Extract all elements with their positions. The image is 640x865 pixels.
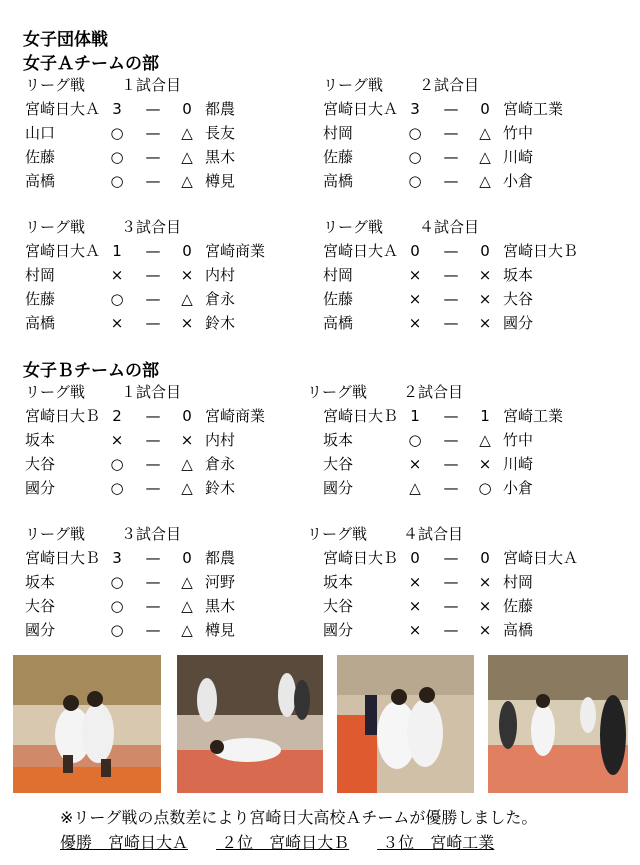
player-name: 高橋 bbox=[25, 172, 56, 190]
result-dash: — bbox=[145, 431, 161, 449]
player-name: 坂本 bbox=[323, 431, 354, 449]
final-results bbox=[60, 830, 494, 853]
match-photo-4 bbox=[488, 655, 628, 793]
opponent-team: 宮崎日大Ｂ bbox=[503, 242, 579, 260]
result-left: ○ bbox=[110, 172, 124, 190]
score-right: 0 bbox=[182, 100, 192, 118]
result-dash: — bbox=[145, 455, 161, 473]
score-right: 0 bbox=[182, 407, 192, 425]
result-dash: — bbox=[443, 314, 459, 332]
opponent-player: 河野 bbox=[205, 573, 236, 591]
team-name: 宮崎日大Ｂ bbox=[25, 407, 101, 425]
opponent-player: 川崎 bbox=[503, 148, 534, 166]
result-dash: — bbox=[145, 172, 161, 190]
result-left: × bbox=[110, 431, 124, 449]
result-left: ○ bbox=[408, 148, 422, 166]
result-left: ○ bbox=[110, 621, 124, 639]
result-right: × bbox=[478, 621, 492, 639]
result-left: ○ bbox=[408, 431, 422, 449]
match-number: ３試合目 bbox=[121, 218, 182, 236]
result-left: △ bbox=[409, 479, 421, 497]
result-second: ２位 宮崎日大Ｂ bbox=[221, 833, 350, 852]
team-a-title: 女子Ａチームの部 bbox=[23, 54, 159, 74]
opponent-player: 黒木 bbox=[205, 597, 236, 615]
result-dash: — bbox=[443, 573, 459, 591]
result-dash: — bbox=[145, 597, 161, 615]
result-left: ○ bbox=[110, 455, 124, 473]
league-label: リーグ戦 bbox=[25, 525, 86, 543]
match-number: ４試合目 bbox=[403, 525, 464, 543]
opponent-team: 都農 bbox=[205, 549, 236, 567]
opponent-team: 都農 bbox=[205, 100, 236, 118]
result-dash: — bbox=[145, 621, 161, 639]
player-name: 佐藤 bbox=[323, 290, 354, 308]
match-number: １試合目 bbox=[121, 383, 182, 401]
result-right: ○ bbox=[478, 479, 492, 497]
score-right: 0 bbox=[480, 549, 490, 567]
league-label: リーグ戦 bbox=[307, 525, 368, 543]
result-right: × bbox=[478, 266, 492, 284]
opponent-player: 小倉 bbox=[503, 172, 534, 190]
player-name: 大谷 bbox=[25, 597, 56, 615]
score-right: 0 bbox=[182, 242, 192, 260]
result-left: ○ bbox=[408, 124, 422, 142]
result-right: △ bbox=[479, 431, 491, 449]
team-name: 宮崎日大Ａ bbox=[25, 242, 101, 260]
match-number: ２試合目 bbox=[403, 383, 464, 401]
score-right: 1 bbox=[480, 407, 490, 425]
result-right: × bbox=[478, 597, 492, 615]
result-right: △ bbox=[181, 479, 193, 497]
result-left: ○ bbox=[110, 148, 124, 166]
result-dash: — bbox=[145, 124, 161, 142]
result-right: △ bbox=[181, 597, 193, 615]
result-left: × bbox=[408, 597, 422, 615]
opponent-player: 高橋 bbox=[503, 621, 534, 639]
opponent-player: 佐藤 bbox=[503, 597, 534, 615]
result-dash: — bbox=[443, 266, 459, 284]
result-dash: — bbox=[443, 479, 459, 497]
team-name: 宮崎日大Ａ bbox=[323, 242, 399, 260]
note-text: ※リーグ戦の点数差により宮崎日大高校Ａチームが優勝しました。 bbox=[60, 808, 538, 827]
match-photo-1 bbox=[13, 655, 161, 793]
result-dash: — bbox=[443, 172, 459, 190]
result-right: △ bbox=[181, 573, 193, 591]
result-first: 優勝 宮崎日大Ａ bbox=[60, 833, 189, 852]
result-right: × bbox=[180, 314, 194, 332]
opponent-team: 宮崎工業 bbox=[503, 407, 564, 425]
match-photo-2 bbox=[177, 655, 323, 793]
team-name: 宮崎日大Ｂ bbox=[323, 407, 399, 425]
opponent-player: 倉永 bbox=[205, 290, 236, 308]
match-number: ４試合目 bbox=[419, 218, 480, 236]
result-dash: — bbox=[145, 290, 161, 308]
score-left: 3 bbox=[410, 100, 420, 118]
score-dash: — bbox=[443, 407, 459, 425]
player-name: 大谷 bbox=[323, 455, 354, 473]
score-dash: — bbox=[145, 100, 161, 118]
player-name: 高橋 bbox=[323, 314, 354, 332]
result-right: △ bbox=[181, 148, 193, 166]
opponent-player: 竹中 bbox=[503, 124, 534, 142]
result-left: × bbox=[408, 290, 422, 308]
match-number: １試合目 bbox=[121, 76, 182, 94]
result-dash: — bbox=[443, 431, 459, 449]
player-name: 坂本 bbox=[323, 573, 354, 591]
player-name: 國分 bbox=[323, 621, 354, 639]
player-name: 國分 bbox=[25, 621, 56, 639]
player-name: 村岡 bbox=[323, 124, 354, 142]
opponent-player: 倉永 bbox=[205, 455, 236, 473]
result-right: △ bbox=[181, 290, 193, 308]
player-name: 國分 bbox=[25, 479, 56, 497]
opponent-team: 宮崎商業 bbox=[205, 407, 266, 425]
result-right: × bbox=[478, 290, 492, 308]
result-dash: — bbox=[443, 290, 459, 308]
league-label: リーグ戦 bbox=[323, 76, 384, 94]
result-right: △ bbox=[479, 148, 491, 166]
opponent-player: 樽見 bbox=[205, 621, 236, 639]
section-title: 女子団体戦 bbox=[23, 30, 108, 50]
score-dash: — bbox=[145, 407, 161, 425]
player-name: 大谷 bbox=[25, 455, 56, 473]
player-name: 村岡 bbox=[323, 266, 354, 284]
result-left: ○ bbox=[110, 573, 124, 591]
score-right: 0 bbox=[182, 549, 192, 567]
opponent-player: 竹中 bbox=[503, 431, 534, 449]
league-label: リーグ戦 bbox=[25, 383, 86, 401]
result-left: × bbox=[408, 573, 422, 591]
result-dash: — bbox=[443, 148, 459, 166]
score-left: 2 bbox=[112, 407, 122, 425]
result-left: ○ bbox=[408, 172, 422, 190]
result-dash: — bbox=[443, 597, 459, 615]
score-right: 0 bbox=[480, 242, 490, 260]
result-right: × bbox=[478, 314, 492, 332]
score-left: 0 bbox=[410, 242, 420, 260]
result-left: × bbox=[408, 266, 422, 284]
player-name: 高橋 bbox=[25, 314, 56, 332]
score-dash: — bbox=[145, 549, 161, 567]
result-dash: — bbox=[145, 573, 161, 591]
result-third: ３位 宮崎工業 bbox=[382, 833, 495, 852]
result-left: ○ bbox=[110, 124, 124, 142]
opponent-player: 川崎 bbox=[503, 455, 534, 473]
result-dash: — bbox=[443, 621, 459, 639]
player-name: 佐藤 bbox=[323, 148, 354, 166]
score-dash: — bbox=[443, 242, 459, 260]
player-name: 坂本 bbox=[25, 431, 56, 449]
result-left: × bbox=[110, 314, 124, 332]
result-left: ○ bbox=[110, 479, 124, 497]
score-dash: — bbox=[145, 242, 161, 260]
team-b-title: 女子Ｂチームの部 bbox=[23, 361, 159, 381]
opponent-player: 村岡 bbox=[503, 573, 534, 591]
result-left: ○ bbox=[110, 597, 124, 615]
league-label: リーグ戦 bbox=[307, 383, 368, 401]
score-left: 1 bbox=[410, 407, 420, 425]
opponent-team: 宮崎日大Ａ bbox=[503, 549, 579, 567]
player-name: 高橋 bbox=[323, 172, 354, 190]
result-left: × bbox=[408, 455, 422, 473]
result-dash: — bbox=[145, 266, 161, 284]
score-dash: — bbox=[443, 100, 459, 118]
opponent-player: 小倉 bbox=[503, 479, 534, 497]
result-dash: — bbox=[145, 479, 161, 497]
result-right: △ bbox=[479, 124, 491, 142]
player-name: 大谷 bbox=[323, 597, 354, 615]
opponent-player: 黒木 bbox=[205, 148, 236, 166]
player-name: 國分 bbox=[323, 479, 354, 497]
result-right: × bbox=[478, 573, 492, 591]
player-name: 佐藤 bbox=[25, 148, 56, 166]
score-left: 3 bbox=[112, 549, 122, 567]
score-left: 3 bbox=[112, 100, 122, 118]
opponent-player: 長友 bbox=[205, 124, 236, 142]
result-right: △ bbox=[479, 172, 491, 190]
result-left: × bbox=[110, 266, 124, 284]
opponent-player: 坂本 bbox=[503, 266, 534, 284]
result-right: △ bbox=[181, 172, 193, 190]
opponent-team: 宮崎商業 bbox=[205, 242, 266, 260]
score-left: 0 bbox=[410, 549, 420, 567]
player-name: 村岡 bbox=[25, 266, 56, 284]
result-left: × bbox=[408, 314, 422, 332]
team-name: 宮崎日大Ａ bbox=[25, 100, 101, 118]
opponent-player: 内村 bbox=[205, 266, 236, 284]
result-dash: — bbox=[145, 148, 161, 166]
result-right: △ bbox=[181, 455, 193, 473]
league-label: リーグ戦 bbox=[25, 76, 86, 94]
result-dash: — bbox=[443, 124, 459, 142]
match-number: ２試合目 bbox=[419, 76, 480, 94]
team-name: 宮崎日大Ｂ bbox=[323, 549, 399, 567]
opponent-player: 國分 bbox=[503, 314, 534, 332]
result-right: △ bbox=[181, 124, 193, 142]
opponent-player: 鈴木 bbox=[205, 479, 236, 497]
result-dash: — bbox=[443, 455, 459, 473]
result-right: × bbox=[180, 431, 194, 449]
result-right: △ bbox=[181, 621, 193, 639]
league-label: リーグ戦 bbox=[323, 218, 384, 236]
player-name: 坂本 bbox=[25, 573, 56, 591]
result-dash: — bbox=[145, 314, 161, 332]
score-dash: — bbox=[443, 549, 459, 567]
match-photo-3 bbox=[337, 655, 474, 793]
opponent-player: 鈴木 bbox=[205, 314, 236, 332]
league-label: リーグ戦 bbox=[25, 218, 86, 236]
score-left: 1 bbox=[112, 242, 122, 260]
score-right: 0 bbox=[480, 100, 490, 118]
team-name: 宮崎日大Ｂ bbox=[25, 549, 101, 567]
player-name: 佐藤 bbox=[25, 290, 56, 308]
opponent-team: 宮崎工業 bbox=[503, 100, 564, 118]
player-name: 山口 bbox=[25, 124, 56, 142]
result-right: × bbox=[478, 455, 492, 473]
match-number: ３試合目 bbox=[121, 525, 182, 543]
opponent-player: 内村 bbox=[205, 431, 236, 449]
opponent-player: 樽見 bbox=[205, 172, 236, 190]
result-left: ○ bbox=[110, 290, 124, 308]
team-name: 宮崎日大Ａ bbox=[323, 100, 399, 118]
opponent-player: 大谷 bbox=[503, 290, 534, 308]
result-right: × bbox=[180, 266, 194, 284]
result-left: × bbox=[408, 621, 422, 639]
